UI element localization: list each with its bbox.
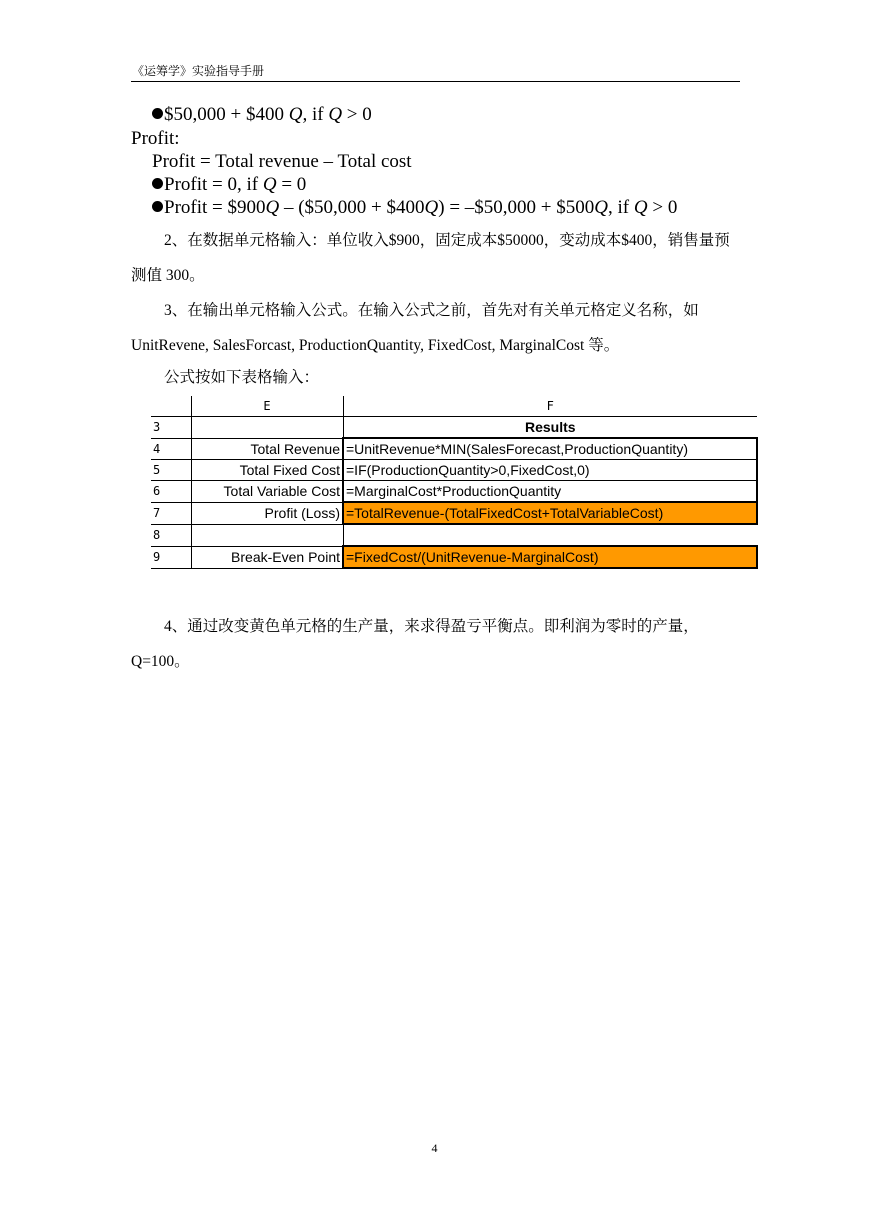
cost-suffix: > 0	[342, 104, 372, 125]
q-var: Q	[265, 197, 280, 218]
q-var: Q	[594, 197, 609, 218]
profit-pos-b: – ($50,000 + $400	[279, 197, 425, 218]
formula-cell	[343, 524, 757, 546]
profit-pos-a: Profit = $900	[164, 197, 266, 218]
cost-prefix: $50,000 + $400	[164, 104, 289, 125]
formula-cell: =UnitRevenue*MIN(SalesForecast,ProductionQuantity)	[343, 438, 757, 460]
corner-cell	[151, 396, 191, 417]
row-number: 9	[151, 546, 191, 568]
step-3-text: 3、在输出单元格输入公式。在输入公式之前，首先对有关单元格定义名称，如 UnitRevene, SalesForcast, ProductionQuantity, FixedCost, MarginalCost 等。	[131, 302, 699, 354]
bullet-icon	[152, 201, 163, 212]
profit-label: Profit:	[131, 128, 180, 149]
q-var: Q	[328, 104, 343, 125]
q-var: Q	[633, 197, 648, 218]
results-header: Results	[343, 417, 757, 439]
row-number: 8	[151, 524, 191, 546]
profit-zero-b: = 0	[276, 174, 307, 195]
table-row	[151, 546, 757, 568]
header-rule	[131, 81, 740, 82]
profit-zero-line	[152, 174, 306, 196]
bullet-icon	[152, 178, 163, 189]
page-number: 4	[431, 1141, 438, 1155]
table-caption: 公式按如下表格输入：	[164, 369, 320, 386]
formula-table	[151, 396, 758, 569]
profit-zero-a: Profit = 0, if	[164, 174, 263, 195]
table-row	[151, 438, 757, 460]
highlighted-formula-cell: =TotalRevenue-(TotalFixedCost+TotalVariableCost)	[343, 502, 757, 524]
table-row	[151, 460, 757, 481]
row-number: 6	[151, 481, 191, 503]
table-row	[151, 417, 757, 439]
row-label: Total Fixed Cost	[191, 460, 343, 481]
step-4-paragraph	[131, 609, 741, 679]
column-header-row	[151, 396, 757, 417]
row-label	[191, 524, 343, 546]
row-number: 7	[151, 502, 191, 524]
column-header-f: F	[343, 396, 757, 417]
row-number: 3	[151, 417, 191, 439]
formula-cell: =IF(ProductionQuantity>0,FixedCost,0)	[343, 460, 757, 481]
step-4-text: 4、通过改变黄色单元格的生产量，来求得盈亏平衡点。即利润为零时的产量，Q=100。	[131, 618, 699, 670]
q-var: Q,	[288, 104, 308, 125]
profit-pos-e: > 0	[647, 197, 678, 218]
table-row	[151, 502, 757, 524]
q-var: Q	[262, 174, 277, 195]
profit-definition: Profit = Total revenue – Total cost	[152, 151, 412, 172]
row-label: Profit (Loss)	[191, 502, 343, 524]
cost-mid: if	[307, 104, 329, 125]
table-row	[151, 481, 757, 503]
row-label	[191, 417, 343, 439]
row-label: Break-Even Point	[191, 546, 343, 568]
step-2-paragraph	[131, 223, 741, 293]
profit-pos-c: ) = –$50,000 + $500	[438, 197, 595, 218]
column-header-e: E	[191, 396, 343, 417]
table-row	[151, 524, 757, 546]
profit-pos-d: , if	[608, 197, 634, 218]
step-3-paragraph	[131, 293, 741, 363]
q-var: Q	[424, 197, 439, 218]
row-label: Total Variable Cost	[191, 481, 343, 503]
cost-formula-line	[152, 104, 372, 126]
row-number: 4	[151, 438, 191, 460]
row-number: 5	[151, 460, 191, 481]
step-2-text: 2、在数据单元格输入：单位收入$900，固定成本$50000，变动成本$400，销售量预测值 300。	[131, 232, 730, 284]
running-header: 《运筹学》实验指导手册	[132, 64, 265, 78]
row-label: Total Revenue	[191, 438, 343, 460]
highlighted-formula-cell: =FixedCost/(UnitRevenue-MarginalCost)	[343, 546, 757, 568]
profit-positive-line	[152, 197, 677, 219]
bullet-icon	[152, 108, 163, 119]
formula-cell: =MarginalCost*ProductionQuantity	[343, 481, 757, 503]
